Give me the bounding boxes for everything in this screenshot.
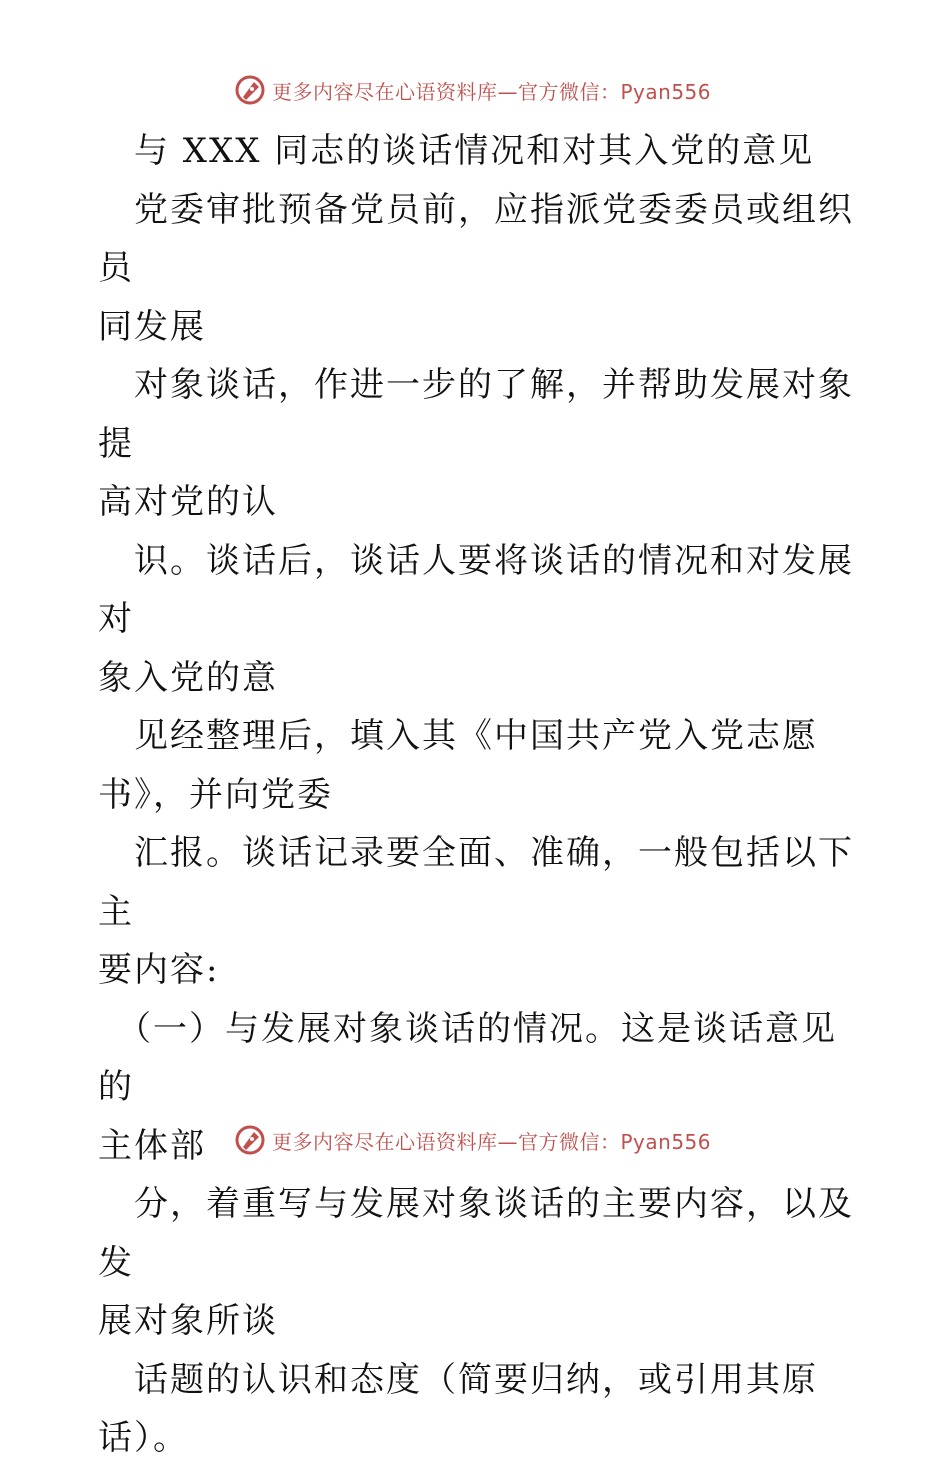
text-line: 象入党的意 <box>98 657 278 698</box>
text-line: （一）与发展对象谈话的情况。这是谈话意见的 <box>98 1008 837 1107</box>
pen-nib-logo-icon <box>234 1124 266 1156</box>
text-line: 与 XXX 同志的谈话情况和对其入党的意见 <box>98 131 815 171</box>
text-line: 识。谈话后，谈话人要将谈话的情况和对发展对 <box>98 540 854 639</box>
text-line: 话题的认识和态度（简要归纳，或引用其原 <box>98 1359 818 1400</box>
document-body <box>98 122 858 1468</box>
text-line: 高对党的认 <box>98 482 278 522</box>
watermark-text: 更多内容尽在心语资料库—官方微信：Pyan556 <box>272 1129 712 1154</box>
text-line: 党委审批预备党员前，应指派党委委员或组织员 <box>98 189 854 288</box>
text-line: 话）。 <box>98 1418 189 1458</box>
text-line: 书》，并向党委 <box>98 774 333 815</box>
text-line: 见经整理后，填入其《中国共产党入党志愿 <box>98 716 818 756</box>
text-line: 对象谈话，作进一步的了解，并帮助发展对象提 <box>98 365 854 464</box>
text-line: 要内容: <box>98 950 220 990</box>
header-watermark <box>234 72 711 108</box>
footer-watermark <box>234 1122 711 1158</box>
text-line: 主体部 <box>98 1125 206 1166</box>
text-line: 展对象所谈 <box>98 1301 278 1341</box>
text-line: 汇报。谈话记录要全面、准确，一般包括以下主 <box>98 833 854 932</box>
pen-nib-logo-icon <box>234 74 266 106</box>
watermark-text: 更多内容尽在心语资料库—官方微信：Pyan556 <box>272 79 712 104</box>
text-line: 同发展 <box>98 306 206 347</box>
text-line: 分，着重写与发展对象谈话的主要内容，以及发 <box>98 1184 854 1283</box>
